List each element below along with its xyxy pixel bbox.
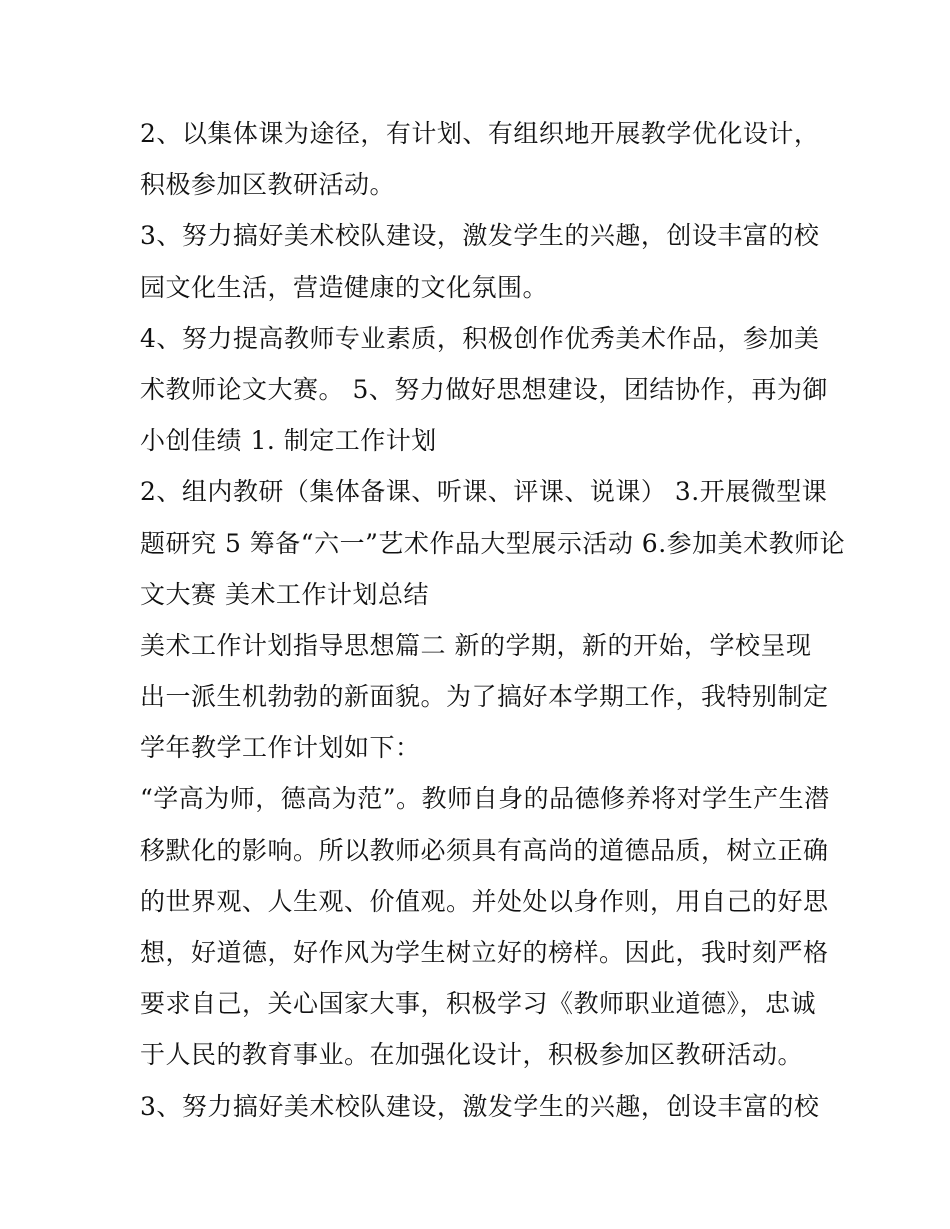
text-line-12: 出一派生机勃勃的新面貌。为了搞好本学期工作，我特别制定	[140, 682, 829, 712]
text-line-6: 术教师论文大赛。 5、努力做好思想建设，团结协作，再为御	[140, 374, 828, 404]
text-line-11: 美术工作计划指导思想篇二 新的学期，新的开始，学校呈现	[140, 630, 812, 660]
text-line-15: 移默化的影响。所以教师必须具有高尚的道德品质，树立正确	[140, 835, 829, 865]
text-line-3: 3、努力搞好美术校队建设，激发学生的兴趣，创设丰富的校	[140, 221, 820, 251]
text-line-19: 于人民的教育事业。在加强化设计，积极参加区教研活动。	[140, 1040, 804, 1070]
text-line-7: 小创佳绩 1. 制定工作计划	[140, 426, 437, 456]
text-line-18: 要求自己，关心国家大事，积极学习《教师职业道德》，忠诚	[140, 989, 817, 1019]
text-line-17: 想，好道德，好作风为学生树立好的榜样。因此，我时刻严格	[140, 938, 829, 967]
text-line-14: “学高为师，德高为范”。教师自身的品德修养将对学生产生潜	[140, 784, 830, 814]
text-line-10: 文大赛 美术工作计划总结	[140, 579, 429, 609]
text-line-16: 的世界观、人生观、价值观。并处处以身作则，用自己的好思	[140, 886, 829, 916]
text-line-2: 积极参加区教研活动。	[140, 170, 396, 200]
text-line-9: 题研究 5 筹备“六一”艺术作品大型展示活动 6.参加美术教师论	[140, 528, 846, 558]
text-line-1: 2、以集体课为途径，有计划、有组织地开展教学优化设计，	[140, 119, 820, 148]
text-line-5: 4、努力提高教师专业素质，积极创作优秀美术作品，参加美	[140, 323, 820, 353]
text-line-8: 2、组内教研（集体备课、听课、评课、说课） 3.开展微型课	[140, 477, 828, 507]
text-line-20: 3、努力搞好美术校队建设，激发学生的兴趣，创设丰富的校	[140, 1091, 820, 1121]
body-text	[140, 108, 846, 1132]
text-line-4: 园文化生活，营造健康的文化氛围。	[140, 272, 549, 302]
text-line-13: 学年教学工作计划如下：	[140, 733, 421, 763]
